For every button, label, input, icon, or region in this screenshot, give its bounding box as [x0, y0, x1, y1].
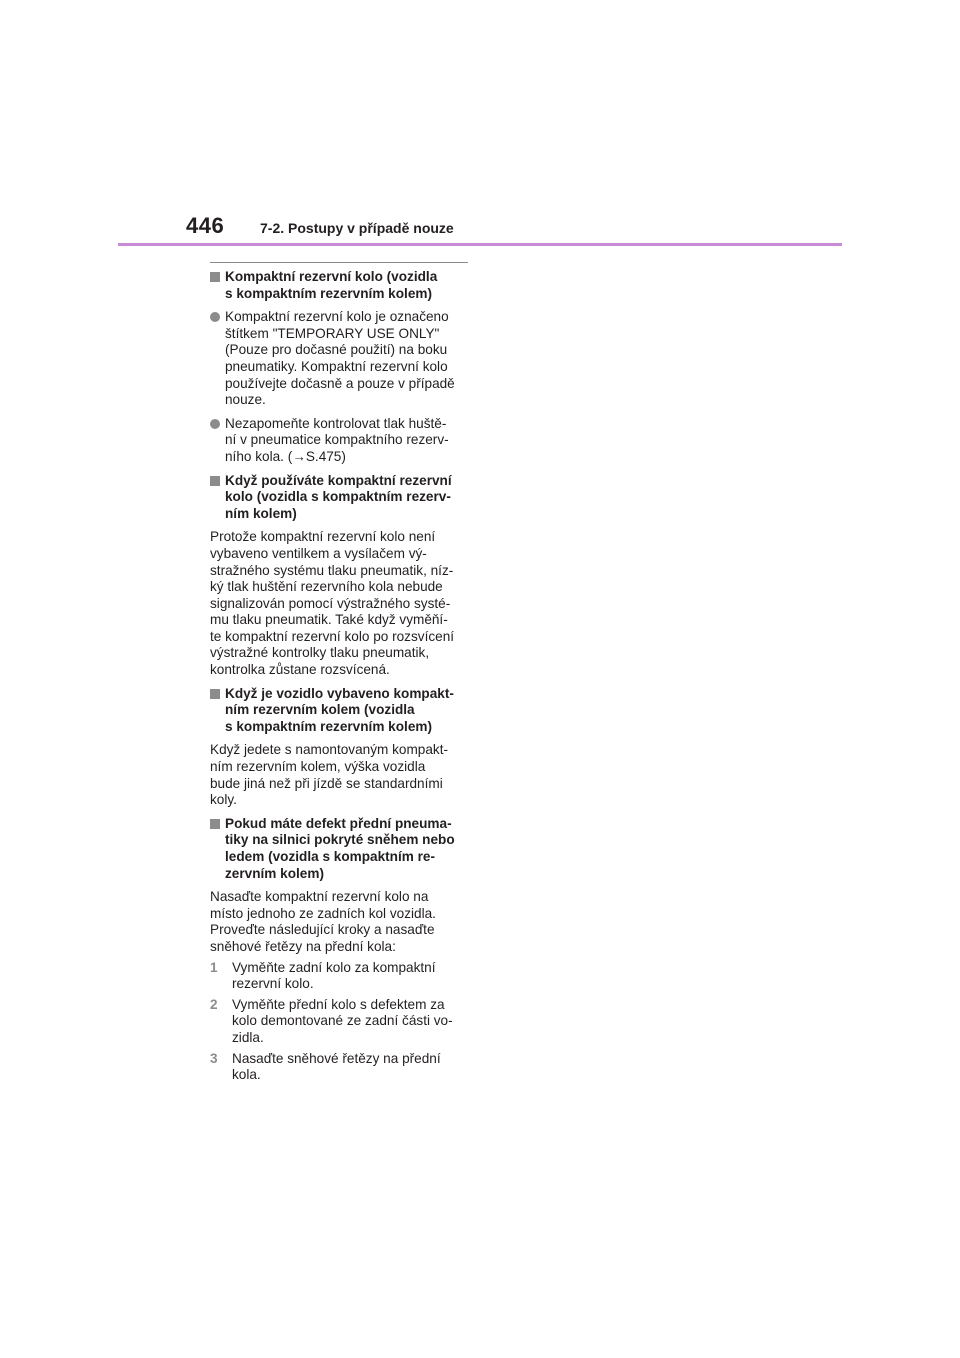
- content-column: [210, 262, 472, 1088]
- section-title: 7-2. Postupy v případě nouze: [260, 220, 454, 236]
- heading-vehicle-equipped: Když je vozidlo vybaveno kompakt- ním rezervním kolem (vozidla s kompaktním rezervním kolem): [210, 686, 472, 736]
- page-number: 446: [186, 213, 225, 238]
- bullet-item: Kompaktní rezervní kolo je označeno štítkem "TEMPORARY USE ONLY" (Pouze pro dočasné použití) na boku pneumatiky. Kompaktní rezervní kolo používejte dočasně a pouze v případě nouze.: [210, 309, 472, 409]
- square-bullet-icon: [210, 819, 220, 829]
- step-number: 1: [210, 959, 218, 975]
- square-bullet-icon: [210, 476, 220, 486]
- step-item: 3 Nasaďte sněhové řetězy na přední kola.: [210, 1050, 441, 1083]
- paragraph: Protože kompaktní rezervní kolo není vybaveno ventilkem a vysílačem vý- stražného systému tlaku pneumatik, níz- ký tlak huštění rezervního kola nebude signalizován pomocí výstražného systé- mu tlaku pneumatik. Také když vyměňí- te kompaktní rezervní kolo po rozsvícení výstražné kontrolky tlaku pneumatik, kontrolka zůstane rozsvícená.: [210, 529, 455, 678]
- heading-compact-spare: Kompaktní rezervní kolo (vozidla s kompaktním rezervním kolem): [210, 269, 472, 302]
- paragraph: Když jedete s namontovaným kompakt- ním rezervním kolem, výška vozidla bude jiná než při jízdě se standardními koly.: [210, 742, 449, 808]
- bullet-item: Nezapomeňte kontrolovat tlak huště- ní v pneumatice kompaktního rezerv- ního kola. (→S.475): [210, 416, 472, 466]
- square-bullet-icon: [210, 272, 220, 282]
- step-number: 3: [210, 1050, 218, 1066]
- paragraph: Nasaďte kompaktní rezervní kolo na místo jednoho ze zadních kol vozidla. Proveďte následující kroky a nasaďte sněhové řetězy na přední kola:: [210, 889, 436, 954]
- heading-front-flat-snow: Pokud máte defekt přední pneuma- tiky na silnici pokryté sněhem nebo ledem (vozidla s kompaktním re- zervním kolem): [210, 816, 472, 882]
- circle-bullet-icon: [210, 419, 220, 429]
- step-number: 2: [210, 996, 218, 1012]
- header-rule: [118, 243, 842, 246]
- step-item: 2 Vyměňte přední kolo s defektem za kolo demontované ze zadní části vo- zidla.: [210, 996, 453, 1045]
- heading-using-compact-spare: Když používáte kompaktní rezervní kolo (vozidla s kompaktním rezerv- ním kolem): [210, 473, 472, 523]
- circle-bullet-icon: [210, 312, 220, 322]
- step-item: 1 Vyměňte zadní kolo za kompaktní rezervní kolo.: [210, 959, 436, 992]
- square-bullet-icon: [210, 689, 220, 699]
- section-rule: [210, 262, 468, 263]
